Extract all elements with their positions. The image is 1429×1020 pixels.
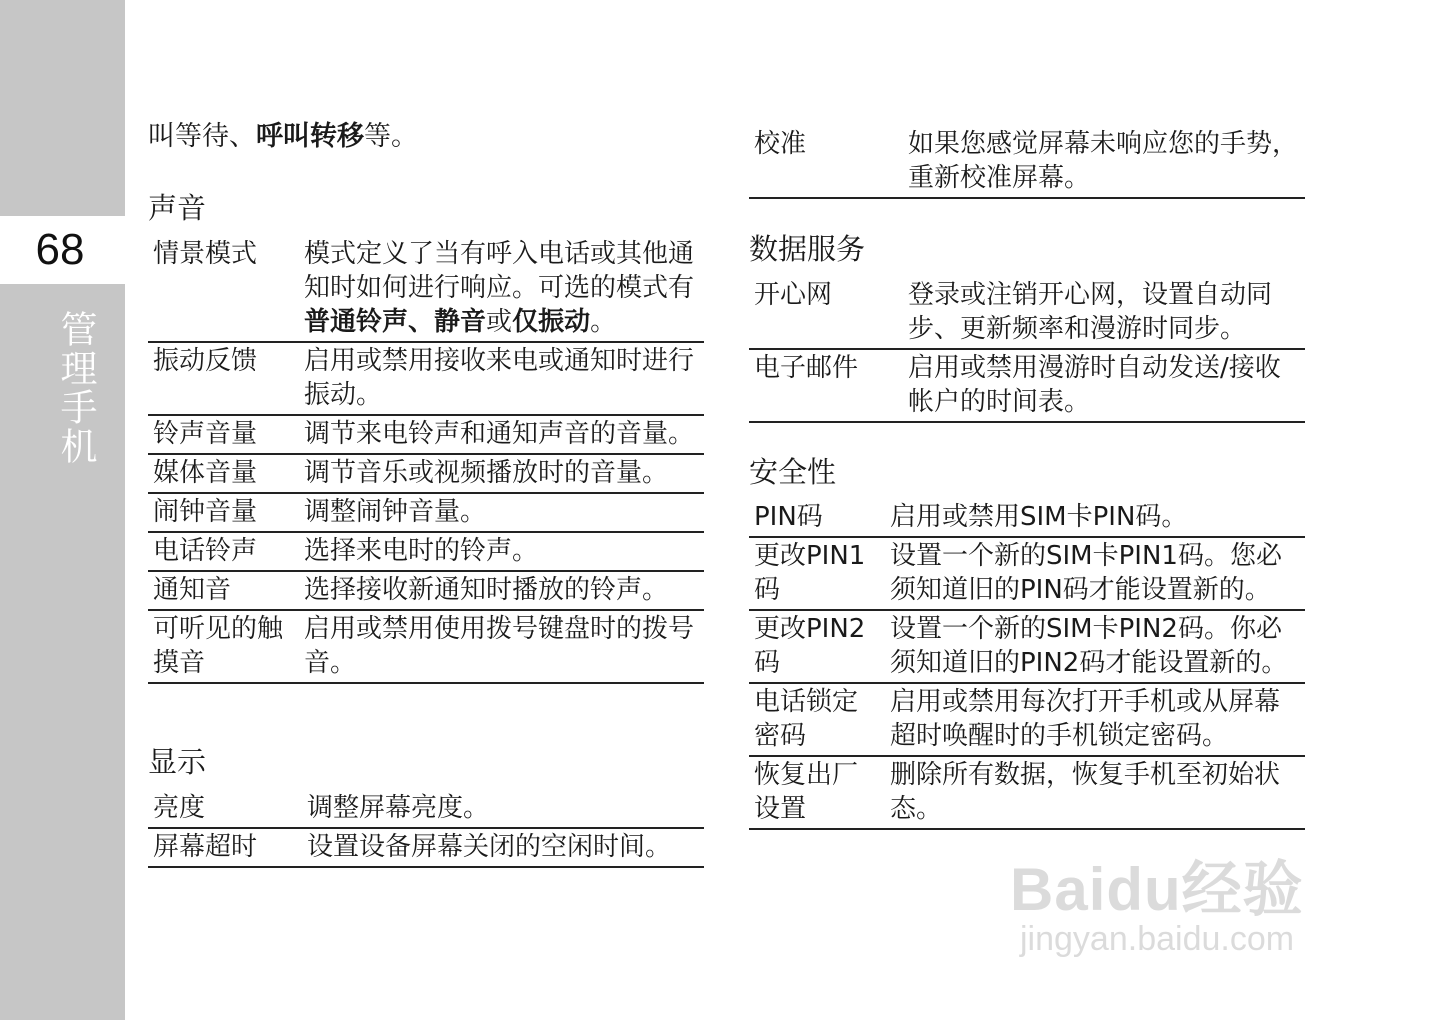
data-services-item-description: 登录或注销开心网，设置自动同步、更新频率和漫游时同步。 <box>908 280 1273 344</box>
option-name-bold: 仅振动 <box>512 307 591 337</box>
sound-item-description: 选择来电时的铃声。 <box>304 536 539 566</box>
sound-item-description: 调整闹钟音量。 <box>304 497 487 527</box>
display-item-description: 调整屏幕亮度。 <box>307 793 490 823</box>
sound-item-description: 选择接收新通知时播放的铃声。 <box>304 575 669 605</box>
display-item-name: 屏幕超时 <box>153 832 258 862</box>
description-text: 。 <box>590 307 617 337</box>
security-item-name: 恢复出厂设置 <box>754 760 859 824</box>
sound-row <box>148 493 704 532</box>
sound-item-name: 电话铃声 <box>153 536 258 566</box>
security-row <box>749 683 1305 756</box>
data-services-row <box>749 277 1305 349</box>
security-item-name: 更改PIN1码 <box>754 541 866 605</box>
sound-section-title: 声音 <box>148 191 207 225</box>
sound-item-name: 情景模式 <box>153 239 258 269</box>
sound-item-name: 闹钟音量 <box>153 497 258 527</box>
data-services-item-name: 开心网 <box>754 280 833 310</box>
option-name-bold: 静音 <box>434 307 487 337</box>
display-item-description: 设置设备屏幕关闭的空闲时间。 <box>307 832 672 862</box>
sound-row <box>148 236 704 342</box>
security-item-name: 更改PIN2码 <box>754 614 866 678</box>
sound-row <box>148 532 704 571</box>
sound-item-description: 调节音乐或视频播放时的音量。 <box>304 458 669 488</box>
calibration-item-description: 如果您感觉屏幕未响应您的手势，重新校准屏幕。 <box>908 129 1299 193</box>
data-services-item-description: 启用或禁用漫游时自动发送/接收帐户的时间表。 <box>908 353 1281 417</box>
intro-line <box>148 117 418 157</box>
security-item-name: 电话锁定密码 <box>754 687 859 751</box>
data-services-section-title: 数据服务 <box>749 232 866 266</box>
display-row <box>148 828 704 867</box>
sound-item-name: 铃声音量 <box>153 419 258 449</box>
sound-row <box>148 415 704 454</box>
security-section-title: 安全性 <box>749 455 837 489</box>
display-row <box>148 790 704 828</box>
page-number: 68 <box>35 225 85 274</box>
data-services-item-name: 电子邮件 <box>754 353 859 383</box>
display-section-title: 显示 <box>148 745 207 779</box>
intro-suffix: 等。 <box>364 121 418 152</box>
baidu-watermark-logo <box>1010 842 1350 972</box>
description-text: 或 <box>486 307 513 337</box>
sound-table <box>148 236 704 684</box>
intro-prefix: 叫等待、 <box>148 121 256 152</box>
calibration-row <box>749 126 1305 198</box>
calibration-table <box>749 126 1305 199</box>
data-services-table <box>749 277 1305 423</box>
sound-row <box>148 610 704 683</box>
security-row <box>749 499 1305 537</box>
security-item-description: 设置一个新的SIM卡PIN2码。你必须知道旧的PIN2码才能设置新的。 <box>890 614 1288 678</box>
sound-item-description: 启用或禁用接收来电或通知时进行振动。 <box>304 346 695 410</box>
watermark-brand: Baidu经验 <box>1010 856 1304 923</box>
security-item-name: PIN码 <box>754 502 823 532</box>
sound-row <box>148 571 704 610</box>
security-item-description: 设置一个新的SIM卡PIN1码。您必须知道旧的PIN码才能设置新的。 <box>890 541 1282 605</box>
calibration-item-name: 校准 <box>754 129 807 159</box>
display-table <box>148 790 704 868</box>
sound-item-name: 媒体音量 <box>153 458 258 488</box>
security-row <box>749 756 1305 829</box>
security-item-description: 启用或禁用每次打开手机或从屏幕超时唤醒时的手机锁定密码。 <box>890 687 1281 751</box>
security-row <box>749 610 1305 683</box>
sound-item-description: 启用或禁用使用拨号键盘时的拨号音。 <box>304 614 695 678</box>
security-item-description: 启用或禁用SIM卡PIN码。 <box>890 502 1188 532</box>
sound-item-description <box>299 236 704 342</box>
sound-item-description: 调节来电铃声和通知声音的音量。 <box>304 419 695 449</box>
data-services-row <box>749 349 1305 422</box>
sound-item-name: 通知音 <box>153 575 232 605</box>
security-item-description: 删除所有数据，恢复手机至初始状态。 <box>890 760 1281 824</box>
option-name-bold: 普通铃声 <box>304 307 409 337</box>
sidebar <box>0 0 125 1020</box>
sound-item-name: 可听见的触摸音 <box>153 614 284 678</box>
watermark-url: jingyan.baidu.com <box>1020 920 1295 958</box>
chapter-title: 管理手机 <box>54 310 97 466</box>
option-name-bold: 、 <box>408 307 435 337</box>
display-item-name: 亮度 <box>153 793 206 823</box>
security-row <box>749 537 1305 610</box>
sound-row <box>148 454 704 493</box>
description-text: 模式定义了当有呼入电话或其他通知时如何进行响应。可选的模式有 <box>304 239 695 303</box>
intro-bold: 呼叫转移 <box>256 121 364 152</box>
sound-row <box>148 342 704 415</box>
security-table <box>749 499 1305 830</box>
sound-item-name: 振动反馈 <box>153 346 258 376</box>
